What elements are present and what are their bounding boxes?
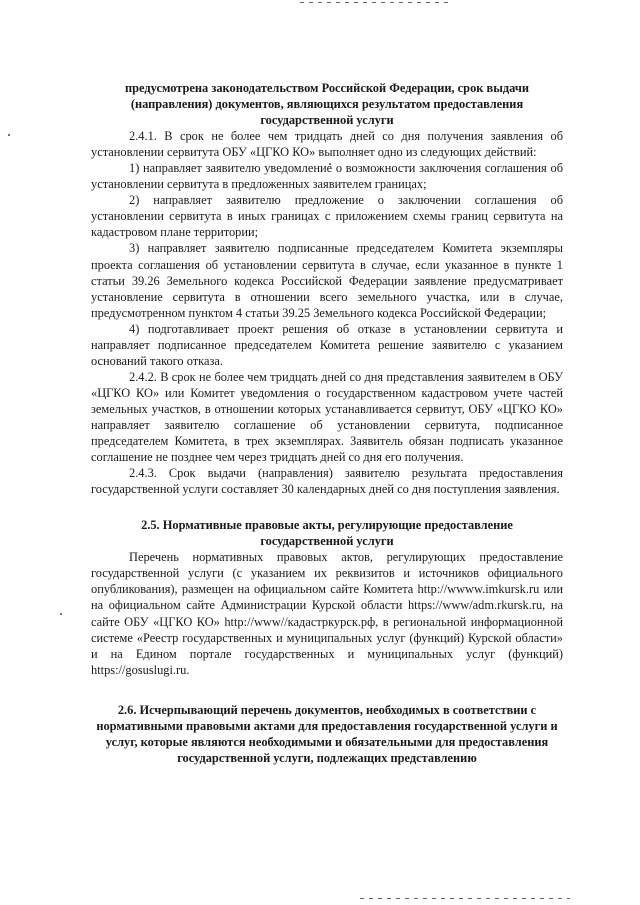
paragraph-2-4-1-item-3: 3) направляет заявителю подписанные председателем Комитета экземпляры проекта соглашения об установлении сервитута в случае, если указанное в пункте 1 статьи 39.26 Земельного кодекса Российской Федерации заявление предусматривает установление сервитута в отношении всего земельного участка, или в случае, предусмотренном пунктом 4 статьи 39.25 Земельного кодекса Российской Федерации; xyxy=(91,241,563,320)
paragraph-2-5: Перечень нормативных правовых актов, регулирующих предоставление государственной услуги (с указанием их реквизитов и источников официального опубликования), размещен на официальном сайте Комитета http://wwww.imkursk.ru или на официальном сайте Администрации Курской области https://www/adm.rkursk.ru, на сайте ОБУ «ЦГКО КО» http://www//кадастркурск.рф, в региональной информационной системе «Реестр государственных и муниципальных услуг (функций) Курской области» и на Едином портале государственных и муниципальных услуг (функций) https://gosuslugi.ru. xyxy=(91,550,563,677)
section-heading-deadline: предусмотрена законодательством Российской Федерации, срок выдачи (направления) документов, являющихся результатом предоставления государственной услуги xyxy=(125,81,529,128)
section-heading-2-6: 2.6. Исчерпывающий перечень документов, необходимых в соответствии с нормативными правовыми актами для предоставления государственной услуги и услуг, которые являются необходимыми и обязательными для предоставления государственной услуги, подлежащих представлению xyxy=(96,702,558,765)
scan-artifact-top xyxy=(300,2,450,3)
paragraph-2-4-1: 2.4.1. В срок не более чем тридцать дней со дня получения заявления об установлении сервитута ОБУ «ЦГКО КО» выполняет одно из следующих действий: xyxy=(91,129,563,160)
section-heading-2-5: 2.5. Нормативные правовые акты, регулирующие предоставление государственной услуги xyxy=(141,518,513,549)
scan-artifact-dot xyxy=(8,134,10,136)
paragraph-2-4-2: 2.4.2. В срок не более чем тридцать дней со дня представления заявителем в ОБУ «ЦГКО КО» или Комитет уведомления о государственном кадастровом учете частей земельных участков, в отношении которых устанавливается сервитут, ОБУ «ЦГКО КО» направляет заявителю соглашение об установлении сервитута, подписанное председателем Комитета, в трех экземплярах. Заявитель обязан подписать указанное соглашение не позднее чем через тридцать дней со дня его получения. xyxy=(91,369,563,465)
document-body xyxy=(91,80,563,766)
scan-artifact-dot xyxy=(60,613,62,615)
paragraph-2-4-1-item-2: 2) направляет заявителю предложение о заключении соглашения об установлении сервитута в иных границах с приложением схемы границ сервитута на кадастровом плане территории; xyxy=(91,193,563,240)
scan-artifact-bottom xyxy=(360,898,570,899)
paragraph-2-4-3: 2.4.3. Срок выдачи (направления) заявителю результата предоставления государственной услуги составляет 30 календарных дней со дня поступления заявления. xyxy=(91,466,563,497)
paragraph-2-4-1-item-4: 4) подготавливает проект решения об отказе в установлении сервитута и направляет подписанное председателем Комитета решение заявителю с указанием оснований такого отказа. xyxy=(91,321,563,368)
paragraph-2-4-1-item-1: 1) направляет заявителю уведомление о возможности заключения соглашения об установлении сервитута в предложенных заявителем границах; xyxy=(91,161,563,192)
